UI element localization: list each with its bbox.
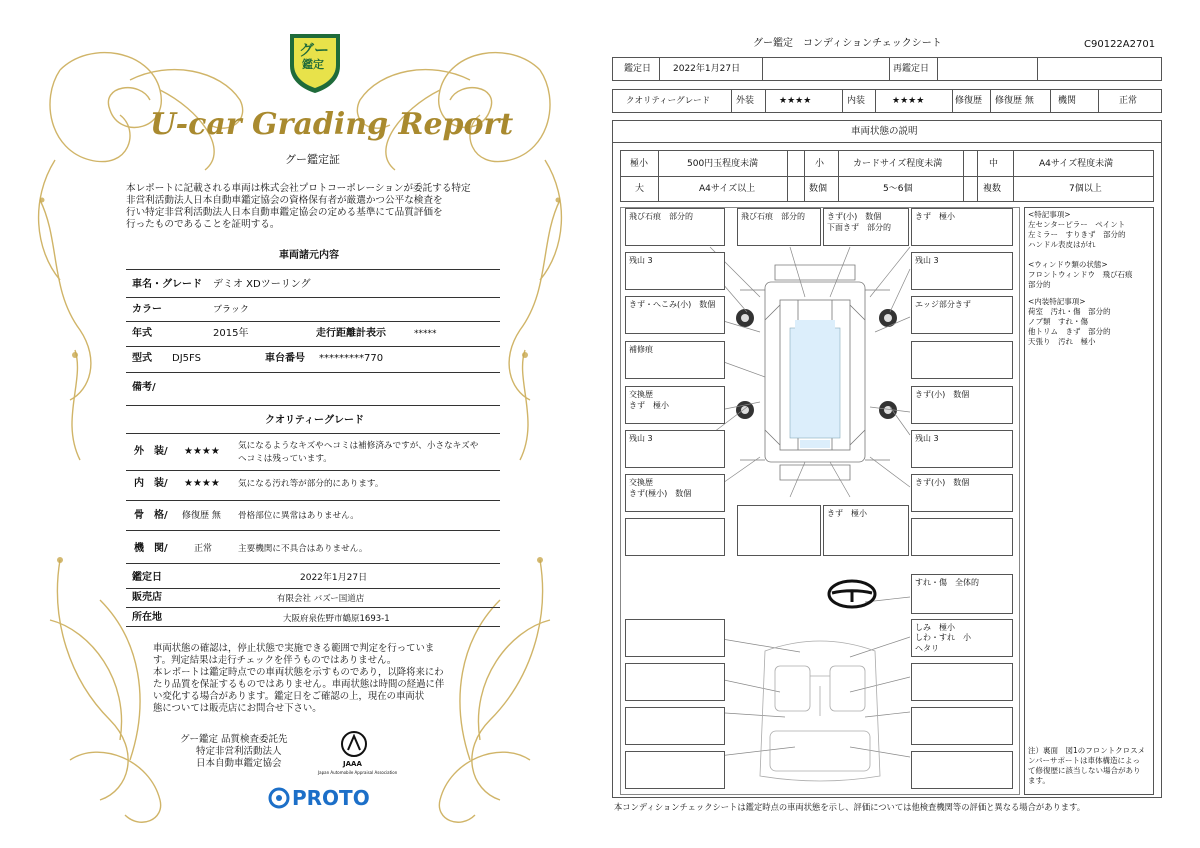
interior-box: すれ・傷 全体的 [911,574,1013,614]
jaaa-subtext: Japan Automobile Appraisal Association [318,770,398,775]
legend-value: カードサイズ程度未満 [853,159,943,169]
interior-label: 内 装/ [134,478,168,489]
quality-heading: クオリティーグレード [265,415,364,426]
damage-box: 飛び石痕 部分的 [737,208,821,246]
exterior-text: ヘコミは残っています。 [238,454,332,464]
name-label: 車名・グレード [132,279,202,290]
notes-panel: <特記事項> 左センターピラー ペイント 左ミラー すりきず 部分的 ハンドル表皮はがれ <ウィンドウ類の状態> フロントウィンドウ 飛び石痕 部分的 <内装特記事項> 荷室 汚れ・傷 部分的 ノブ類 すれ・傷 他トリム きず 部分的 天張り 汚れ 極小 注）裏面 図1のフロントクロスメ ンバーサポートは車体構造によっ て修復歴に該当しない場合があり ます。 [1024,207,1154,795]
model-value: DJ5FS [172,353,201,364]
year-label: 年式 [132,328,152,339]
spec-heading: 車両諸元内容 [279,250,339,261]
damage-box: きず・へこみ(小) 数個 [625,296,725,334]
damage-box [625,518,725,556]
damage-box [911,518,1013,556]
divider [126,433,500,434]
interior-box [625,619,725,657]
divider [126,530,500,531]
model-label: 型式 [132,353,152,364]
year-value: 2015年 [213,328,249,339]
goo-kantei-logo [285,32,345,94]
legend-heading: 車両状態の説明 [851,126,918,137]
chassis-label: 車台番号 [265,353,305,364]
org-line: 日本自動車鑑定協会 [196,758,282,769]
jaaa-text: JAAA [343,760,362,768]
logo-text-top: グー [299,41,330,59]
date-label: 鑑定日 [624,64,652,74]
interior-box [911,663,1013,701]
interior-box [625,663,725,701]
interior-stars: ★★★★ [892,96,925,106]
interior-box: しみ 極小 しわ・すれ 小 ヘタリ [911,619,1013,657]
repair-label: 修復歴 [955,96,983,106]
interior-box [911,751,1013,789]
damage-box: 補修痕 [625,341,725,379]
mileage-value: ***** [414,329,437,339]
reinspect-label: 再鑑定日 [893,64,930,74]
divider [126,626,500,627]
divider [126,470,500,471]
engine-value: 正常 [194,544,213,554]
proto-logo-icon [268,787,290,809]
legend-key: 複数 [983,184,1002,194]
chassis-value: *********770 [319,353,384,364]
disclaimer-line: たり品質を保証するものではありません。車両状態は時間の経過に伴 [153,679,445,690]
address-value: 大阪府泉佐野市鶴原1693-1 [283,614,390,624]
exterior-stars: ★★★★ [779,96,812,106]
date-value: 2022年1月27日 [673,64,741,74]
damage-box: きず(小) 数個 [911,474,1013,512]
date-row [612,57,1162,81]
interior-box [911,707,1013,745]
frame-label: 骨 格/ [134,510,168,521]
script-title: U-car Grading Report [150,107,514,142]
engine-label: 機 関/ [134,543,168,554]
legend-value: 5～6個 [883,184,913,194]
damage-box: 飛び石痕 部分的 [625,208,725,246]
damage-box: きず(小) 数個 [911,386,1013,424]
legend-value: 7個以上 [1069,184,1102,194]
disclaimer-line: 本レポートは鑑定時点での車両状態を示すものであり，以降将来にわ [153,667,444,678]
legend-key: 極小 [630,159,649,169]
engine-text: 主要機関に不具合はありません。 [238,544,368,554]
legend-value: A4サイズ以上 [699,184,756,194]
frame-text: 骨格部位に異常はありません。 [238,511,359,521]
intro-line: 非営利活動法人日本自動車鑑定協会の資格保有者が厳選かつ公平な検査を [126,195,443,206]
damage-box: きず 極小 [911,208,1013,246]
repair-value: 修復歴 無 [995,96,1034,106]
interior-box [625,707,725,745]
exterior-label: 外装 [736,96,755,106]
grade-label: クオリティーグレード [626,96,711,106]
disclaimer-line: す。判定結果は走行チェックを伴うものではありません。 [153,655,397,666]
legend-table [620,150,1154,202]
condition-check-sheet [600,0,1200,848]
car-interior-diagram-icon [750,636,890,786]
legend-value: 500円玉程度未満 [687,159,759,169]
exterior-label: 外 装/ [134,446,168,457]
divider [126,346,500,347]
divider [126,588,500,589]
interior-label: 内装 [847,96,866,106]
sheet-title: グー鑑定 コンディションチェックシート [753,38,942,49]
date-label: 鑑定日 [132,572,162,583]
divider [126,563,500,564]
frame-value: 修復歴 無 [182,511,221,521]
intro-line: 行ったものであることを証明する。 [126,219,280,230]
org-line: 特定非営利活動法人 [196,746,282,757]
tread-box: 残山 3 [625,430,725,468]
damage-box: きず(小) 数個 下面きず 部分的 [823,208,909,246]
logo-text-bottom: 鑑定 [302,58,324,71]
mileage-label: 走行距離計表示 [316,328,386,339]
damage-box [737,505,821,556]
damage-box: きず 極小 [823,505,909,556]
damage-box [911,341,1013,379]
legend-key: 小 [815,159,825,169]
interior-stars: ★★★★ [184,478,220,489]
legend-key: 中 [989,159,999,169]
disclaimer-line: 態については販売店にお問合せ下さい。 [153,703,322,714]
damage-box: 交換歴 きず 極小 [625,386,725,424]
tread-box: 残山 3 [625,252,725,290]
damage-box: 交換歴 きず(極小) 数個 [625,474,725,512]
damage-box: エッジ部分きず [911,296,1013,334]
disclaimer-line: 車両状態の確認は，停止状態で実施できる範囲で判定を行っていま [153,643,435,654]
certificate-subtitle: グー鑑定証 [285,153,340,166]
legend-key: 数個 [809,184,828,194]
tread-box: 残山 3 [911,252,1013,290]
remarks-label: 備考/ [132,382,156,393]
date-value: 2022年1月27日 [300,573,368,583]
sheet-code: C90122A2701 [1084,39,1156,50]
address-label: 所在地 [132,612,162,623]
jaaa-logo-icon [340,730,368,758]
org-line: グー鑑定 品質検査委託先 [180,734,288,745]
exterior-text: 気になるようなキズやヘコミは補修済みですが、小さなキズや [238,441,479,451]
steering-wheel-icon [826,578,878,610]
divider [126,297,500,298]
color-value: ブラック [213,305,249,315]
engine-value: 正常 [1119,96,1138,106]
name-value: デミオ XDツーリング [213,279,311,290]
divider [126,500,500,501]
disclaimer-line: い変化する場合があります。鑑定日をご確認の上，現在の車両状 [153,691,425,702]
divider [126,269,500,270]
tread-box: 残山 3 [911,430,1013,468]
legend-value: A4サイズ程度未満 [1039,159,1114,169]
intro-line: 本レポートに記載される車両は株式会社プロトコーポレーションが委託する特定 [126,183,471,194]
shop-value: 有限会社 バズー国道店 [277,594,365,604]
bottom-note: 本コンディションチェックシートは鑑定時点の車両状態を示し、評価については他検査機関等の評価と異なる場合があります。 [614,802,1086,812]
color-label: カラー [132,304,162,315]
interior-box [625,751,725,789]
intro-line: 行い特定非営利活動法人日本自動車鑑定協会の定める基準にて品質評価を [126,207,443,218]
legend-key: 大 [635,184,645,194]
engine-label: 機関 [1058,96,1077,106]
divider [126,372,500,373]
proto-logo-text: PROTO [292,786,370,810]
divider [126,607,500,608]
divider [126,321,500,322]
divider [126,405,500,406]
exterior-stars: ★★★★ [184,446,220,457]
grade-row [612,89,1162,113]
shop-label: 販売店 [132,592,162,603]
interior-text: 気になる汚れ等が部分的にあります。 [238,479,384,489]
